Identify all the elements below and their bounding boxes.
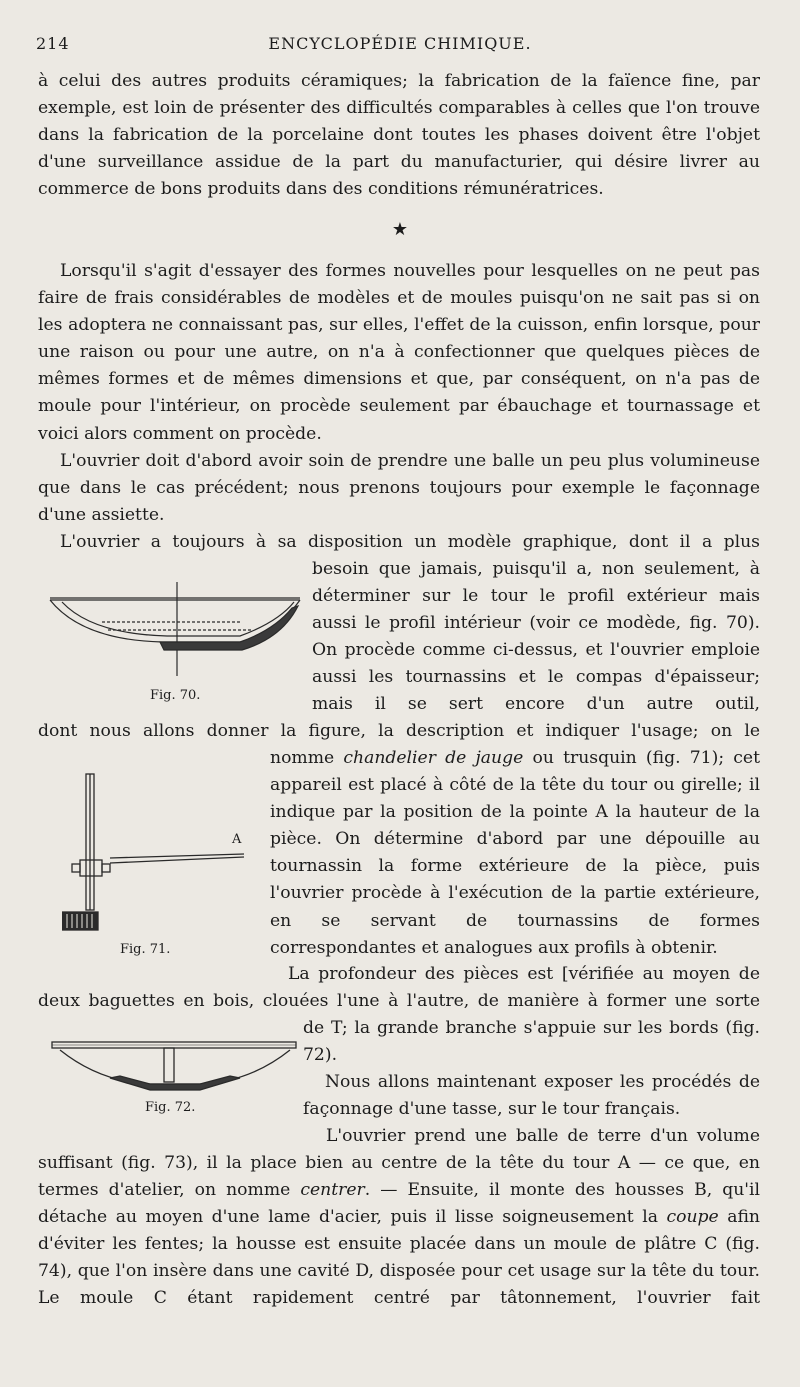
p4-italic-chandelier: chandelier de jauge bbox=[343, 748, 524, 768]
paragraph-5-full-line: deux baguettes en bois, clouées l'une à l'autre, de manière à former une sorte bbox=[38, 991, 760, 1011]
paragraph-4-wrap-fig70: besoin que jamais, puisqu'il a, non seulement, à déterminer sur le tour le profil extérieur mais aussi le profil intérieur (voir ce modède, fig. 70). On procède comme ci-dessus, et l'ouvrier emploie aussi les tournassins et le compas d'épaisseur; mais il se sert encore d'un autre outil, bbox=[312, 559, 760, 715]
paragraph-4-line-1: L'ouvrier a toujours à sa disposition un modèle graphique, dont il a plus bbox=[60, 532, 760, 552]
p7-italic-centrer: centrer bbox=[300, 1180, 365, 1201]
p7-text-c: afin d'éviter les fentes; la housse est ensuite placée dans un moule de plâtre C (fig. 74), que l'on insère dans une cavité D, disposée pour cet usage sur la tête du tour. Le moule C étant rapidement centré par tâtonnement, l'ouvrier fait bbox=[38, 1207, 760, 1309]
paragraph-4-full-line: dont nous allons donner la figure, la description et indiquer l'usage; on le bbox=[38, 721, 760, 741]
page-number: 214 bbox=[36, 34, 70, 53]
fig72-caption: Fig. 72. bbox=[145, 1100, 196, 1115]
fig71-point-label-a: A bbox=[232, 832, 242, 847]
paragraph-6: Nous allons maintenant exposer les procédés de façonnage d'une tasse, sur le tour français. bbox=[303, 1072, 760, 1120]
running-head bbox=[36, 34, 764, 58]
fig71-caption: Fig. 71. bbox=[120, 942, 171, 957]
paragraph-5-wrap-fig72: de T; la grande branche s'appuie sur les bords (fig. 72). bbox=[303, 1018, 760, 1066]
paragraph-7-line-1: L'ouvrier prend une balle de terre d'un volume bbox=[326, 1126, 760, 1146]
p7-text-b: . — Ensuite, il monte des housses B, qu'il détache au moyen d'une lame d'acier, puis il lisse soigneusement la bbox=[38, 1180, 760, 1228]
paragraph-4-wrap-fig71 bbox=[270, 745, 760, 962]
fig70-caption: Fig. 70. bbox=[150, 688, 201, 703]
running-title: ENCYCLOPÉDIE CHIMIQUE. bbox=[268, 34, 532, 53]
figure-71-chandelier bbox=[62, 770, 252, 938]
p7-text-a: suffisant (fig. 73), il la place bien au centre de la tête du tour A — ce que, en termes d'atelier, on nomme bbox=[38, 1153, 760, 1201]
figure-70-plate-profile bbox=[42, 578, 306, 684]
p4-text-b: ou trusquin (fig. 71); cet appareil est placé à côté de la tête du tour ou girelle; il indique par la position de la pointe A la hauteur de la pièce. On détermine d'abord par une dépouille au tournassin la forme extérieure de la pièce, puis l'ouvrier procède à l'exécution de la partie extérieure, en se servant de tournassins de formes correspondantes et analogues aux profils à obtenir. bbox=[270, 748, 760, 958]
paragraph-7-body bbox=[38, 1150, 760, 1313]
paragraph-5-line-1: La profondeur des pièces est [vérifiée au moyen de bbox=[288, 964, 760, 984]
paragraph-2: Lorsqu'il s'agit d'essayer des formes nouvelles pour lesquelles on ne peut pas faire de frais considérables de modèles et de moules puisqu'on ne sait pas si on les adoptera ne connaissant pas, sur elles, l'effet de la cuisson, enfin lorsque, pour une raison ou pour une autre, on n'a à confectionner que quelques pièces de mêmes formes et de mêmes dimensions et que, par conséquent, on n'a pas de moule pour l'intérieur, on procède seulement par ébauchage et tournassage et voici alors comment on procède. bbox=[38, 261, 760, 444]
section-star: ★ bbox=[391, 219, 409, 240]
p4-text-a: nomme bbox=[270, 748, 344, 768]
paragraph-3: L'ouvrier doit d'abord avoir soin de prendre une balle un peu plus volumineuse que dans le cas précédent; nous prenons toujours pour exemple le façonnage d'une assiette. bbox=[38, 451, 760, 526]
paragraph-1: à celui des autres produits céramiques; la fabrication de la faïence fine, par exemple, est loin de présenter des difficultés comparables à celles que l'on trouve dans la fabrication de la porcelaine dont toutes les phases doivent être l'objet d'une surveillance assidue de la part du manufacturier, qui désire livrer au commerce de bons produits dans des conditions rémunératrices. bbox=[38, 71, 760, 200]
p7-italic-coupe: coupe bbox=[666, 1207, 719, 1228]
figure-72-t-gauge bbox=[50, 1038, 300, 1096]
